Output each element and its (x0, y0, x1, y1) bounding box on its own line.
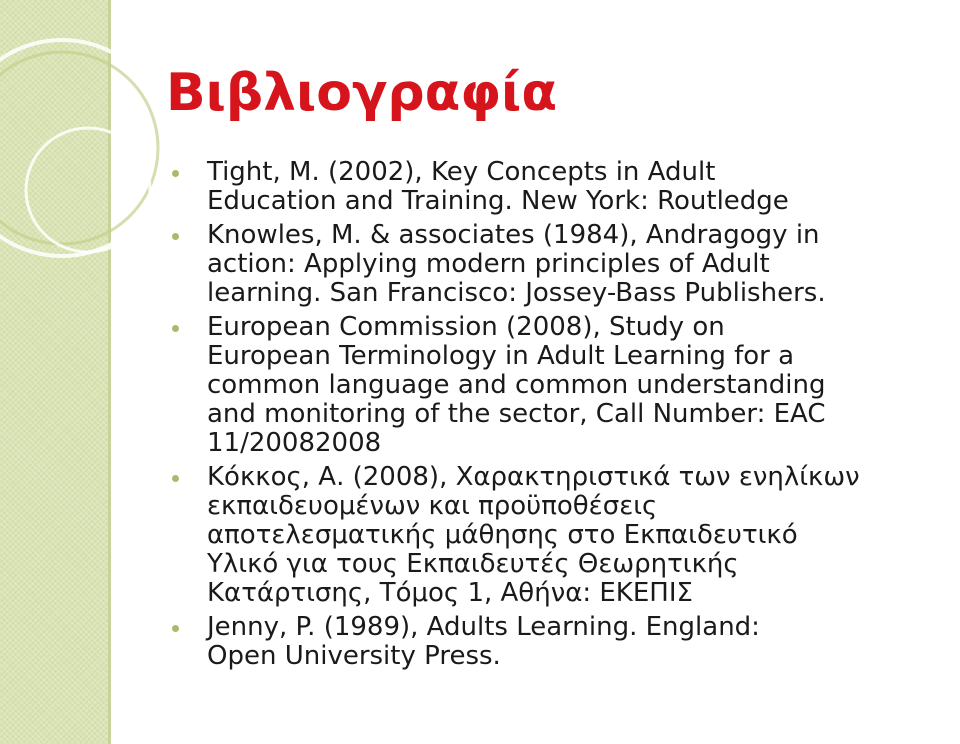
bullet-dot-icon (172, 325, 179, 332)
reference-line: εκπαιδευομένων και προϋποθέσεις (207, 491, 658, 521)
reference-line: European Terminology in Adult Learning for a (207, 341, 795, 371)
reference-line: αποτελεσματικής μάθησης στο Εκπαιδευτικό (207, 520, 798, 550)
bullet-dot-icon (172, 233, 179, 240)
reference-line: European Commission (2008), Study on (207, 312, 725, 342)
reference-line: Tight, M. (2002), Key Concepts in Adult (207, 157, 716, 187)
bullet-dot-icon (172, 475, 179, 482)
reference-item (166, 221, 960, 308)
reference-item (166, 313, 960, 458)
reference-line: learning. San Francisco: Jossey-Bass Publishers. (207, 278, 826, 308)
reference-line: Open University Press. (207, 641, 501, 671)
decorative-circle-outer (0, 40, 170, 256)
bullet-dot-icon (172, 625, 179, 632)
reference-list (166, 158, 960, 676)
reference-item (166, 158, 960, 216)
reference-line: 11/20082008 (207, 428, 382, 458)
reference-line: Knowles, M. & associates (1984), Andragogy in (207, 220, 820, 250)
reference-line: and monitoring of the sector, Call Number: EAC (207, 399, 826, 429)
bullet-dot-icon (172, 170, 179, 177)
decorative-circle-small (26, 128, 150, 252)
reference-line: Κόκκος, Α. (2008), Χαρακτηριστικά των ενηλίκων (207, 462, 860, 492)
reference-line: Υλικό για τους Εκπαιδευτές Θεωρητικής (207, 549, 739, 579)
slide-title: Βιβλιογραφία (166, 63, 558, 123)
reference-item (166, 463, 960, 608)
reference-item (166, 613, 960, 671)
reference-line: common language and common understanding (207, 370, 826, 400)
reference-line: Education and Training. New York: Routledge (207, 186, 789, 216)
reference-line: Κατάρτισης, Τόμος 1, Αθήνα: ΕΚΕΠΙΣ (207, 578, 693, 608)
reference-line: action: Applying modern principles of Adult (207, 249, 770, 279)
reference-line: Jenny, P. (1989), Adults Learning. England: (207, 612, 760, 642)
